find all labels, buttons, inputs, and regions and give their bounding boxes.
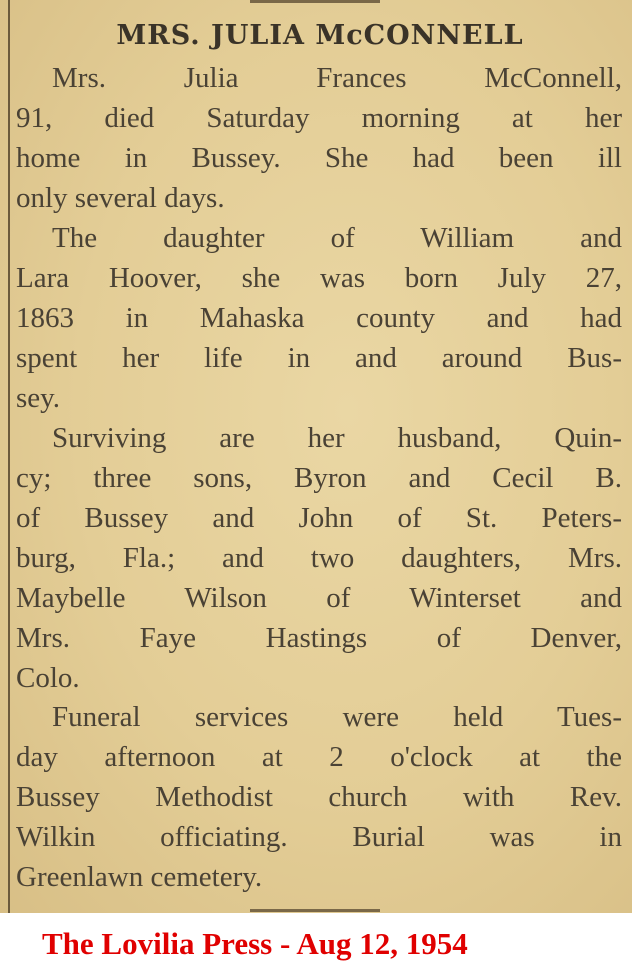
article-line: spent her life in and around Bus- xyxy=(16,342,622,374)
source-caption: The Lovilia Press - Aug 12, 1954 xyxy=(42,926,468,961)
article-line: day afternoon at 2 o'clock at the xyxy=(16,741,622,773)
article-line: burg, Fla.; and two daughters, Mrs. xyxy=(16,542,622,574)
article-line: sey. xyxy=(16,382,61,414)
column-rule xyxy=(8,0,10,913)
article-line: Mrs. Julia Frances McConnell, xyxy=(52,62,622,94)
article-line: only several days. xyxy=(16,182,225,214)
article-line: Lara Hoover, she was born July 27, xyxy=(16,262,622,294)
article-line: The daughter of William and xyxy=(52,222,622,254)
article-line: of Bussey and John of St. Peters- xyxy=(16,502,622,534)
article-line: 91, died Saturday morning at her xyxy=(16,102,622,134)
obituary-headline: MRS. JULIA McCONNELL xyxy=(116,20,524,51)
article-line: Surviving are her husband, Quin- xyxy=(52,422,622,454)
article-line: Funeral services were held Tues- xyxy=(52,701,622,733)
article-line: home in Bussey. She had been ill xyxy=(16,142,622,174)
bottom-divider xyxy=(250,909,380,912)
article-line: Mrs. Faye Hastings of Denver, xyxy=(16,622,622,654)
top-divider xyxy=(250,0,380,3)
article-line: Maybelle Wilson of Winterset and xyxy=(16,582,622,614)
article-line: Bussey Methodist church with Rev. xyxy=(16,781,622,813)
article-line: Colo. xyxy=(16,662,80,694)
article-line: 1863 in Mahaska county and had xyxy=(16,302,622,334)
article-line: cy; three sons, Byron and Cecil B. xyxy=(16,462,622,494)
article-line: Wilkin officiating. Burial was in xyxy=(16,821,622,853)
article-line: Greenlawn cemetery. xyxy=(16,861,263,893)
